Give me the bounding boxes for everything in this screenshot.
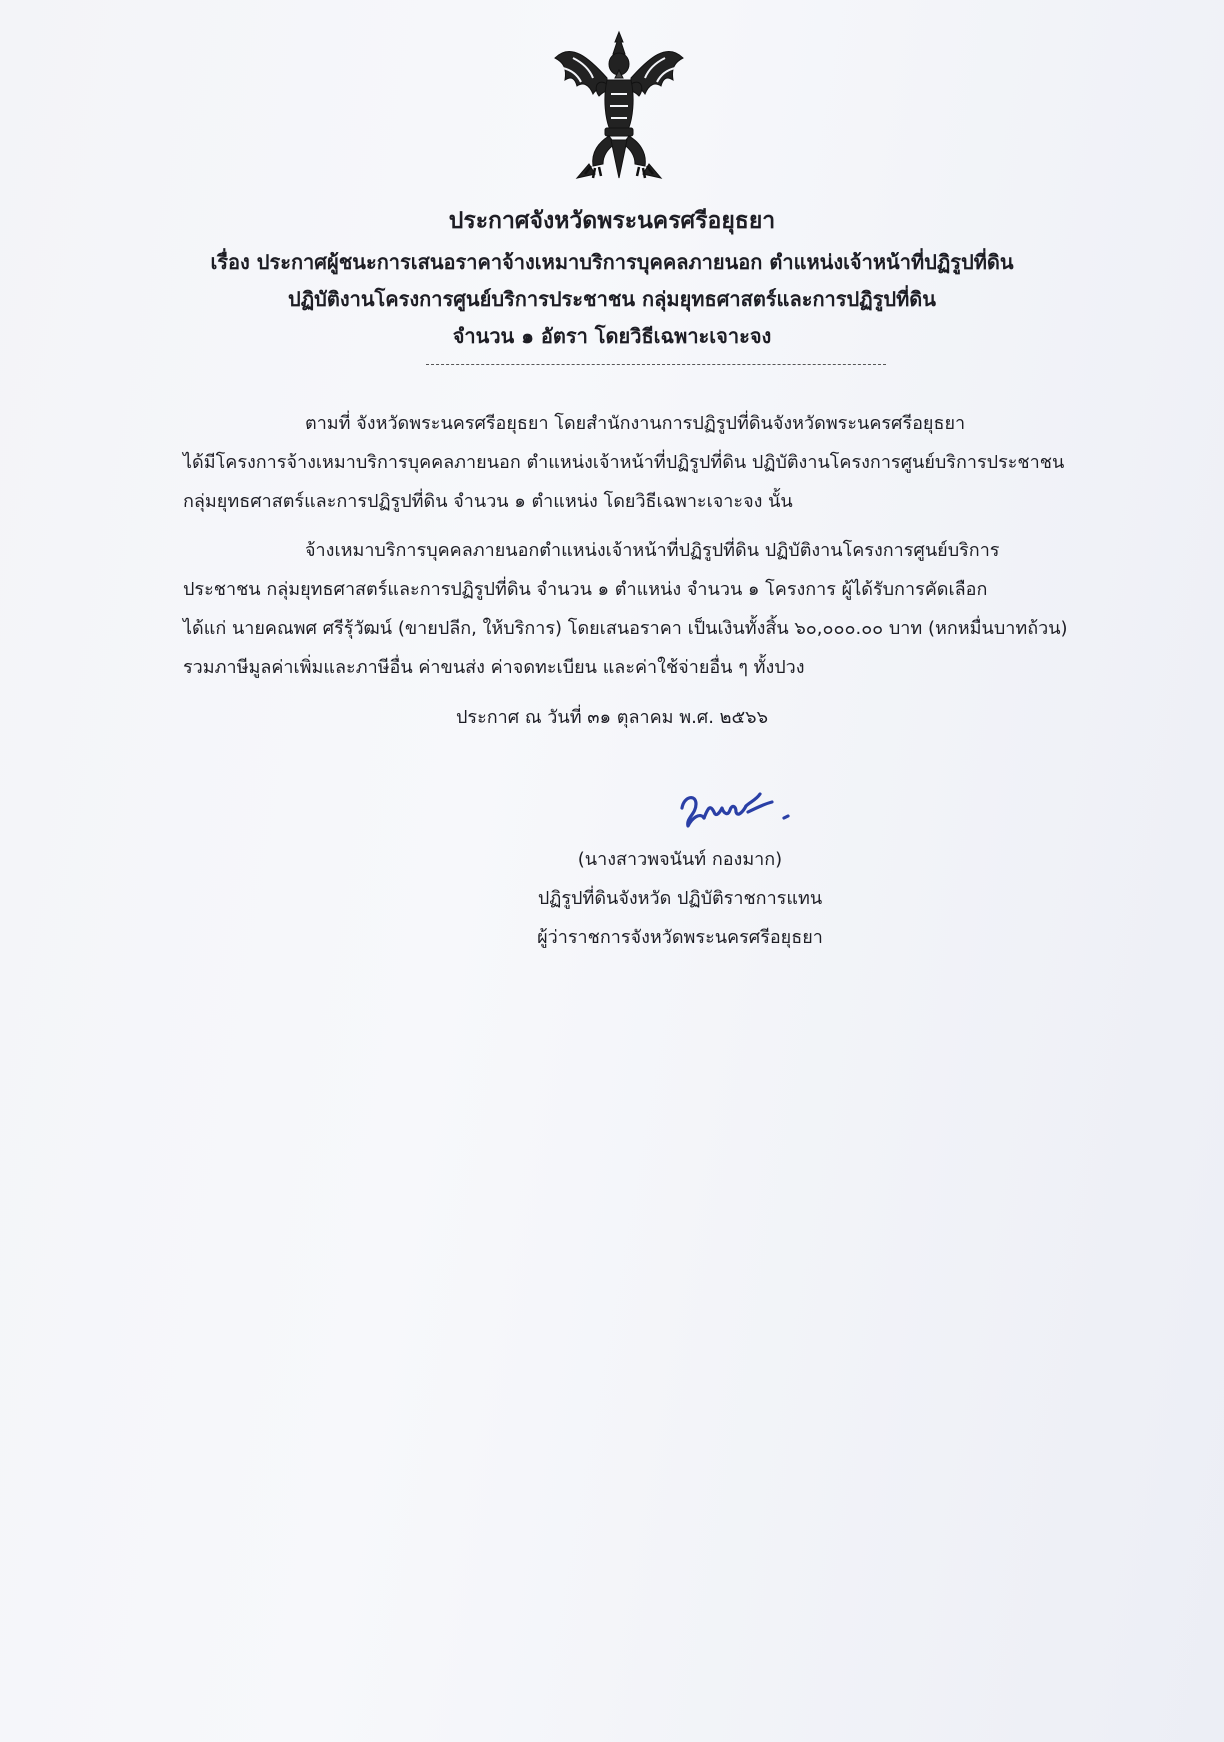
subject-line-2: ปฏิบัติงานโครงการศูนย์บริการประชาชน กลุ่มยุทธศาสตร์และการปฏิรูปที่ดิน (288, 287, 936, 311)
signatory-position-2: ผู้ว่าราชการจังหวัดพระนครศรีอยุธยา (537, 927, 823, 948)
paragraph-2-line-2: ประชาชน กลุ่มยุทธศาสตร์และการปฏิรูปที่ดิน จำนวน ๑ ตำแหน่ง จำนวน ๑ โครงการ ผู้ได้รับการคัดเลือก (183, 579, 988, 600)
paragraph-2-line-1: จ้างเหมาบริการบุคคลภายนอกตำแหน่งเจ้าหน้าที่ปฏิรูปที่ดิน ปฏิบัติงานโครงการศูนย์บริการ (305, 540, 1000, 561)
paragraph-1-line-3: กลุ่มยุทธศาสตร์และการปฏิรูปที่ดิน จำนวน ๑ ตำแหน่ง โดยวิธีเฉพาะเจาะจง นั้น (183, 491, 793, 512)
garuda-emblem-icon (549, 28, 689, 188)
paragraph-2-line-3: ได้แก่ นายคณพศ ศรีรุ้วัฒน์ (ขายปลีก, ให้บริการ) โดยเสนอราคา เป็นเงินทั้งสิ้น ๖๐,๐๐๐.๐๐ บาท (หกหมื่นบาทถ้วน) (183, 618, 1068, 639)
signatory-name: (นางสาวพจนันท์ กองมาก) (577, 849, 783, 870)
subject-line-3: จำนวน ๑ อัตรา โดยวิธีเฉพาะเจาะจง (452, 324, 772, 348)
paragraph-1-line-2: ได้มีโครงการจ้างเหมาบริการบุคคลภายนอก ตำแหน่งเจ้าหน้าที่ปฏิรูปที่ดิน ปฏิบัติงานโครงการศูนย์บริการประชาชน (183, 452, 1065, 473)
paragraph-2-line-4: รวมภาษีมูลค่าเพิ่มและภาษีอื่น ค่าขนส่ง ค่าจดทะเบียน และค่าใช้จ่ายอื่น ๆ ทั้งปวง (183, 657, 805, 678)
subject-line-1: เรื่อง ประกาศผู้ชนะการเสนอราคาจ้างเหมาบริการบุคคลภายนอก ตำแหน่งเจ้าหน้าที่ปฏิรูปที่ดิน (210, 250, 1014, 274)
dashed-divider (426, 364, 886, 365)
announcement-date: ประกาศ ณ วันที่ ๓๑ ตุลาคม พ.ศ. ๒๕๖๖ (455, 707, 769, 728)
announcement-title: ประกาศจังหวัดพระนครศรีอยุธยา (448, 208, 776, 234)
handwritten-signature (674, 778, 824, 838)
paragraph-1-line-1: ตามที่ จังหวัดพระนครศรีอยุธยา โดยสำนักงานการปฏิรูปที่ดินจังหวัดพระนครศรีอยุธยา (305, 413, 966, 434)
signatory-position-1: ปฏิรูปที่ดินจังหวัด ปฏิบัติราชการแทน (537, 888, 823, 909)
